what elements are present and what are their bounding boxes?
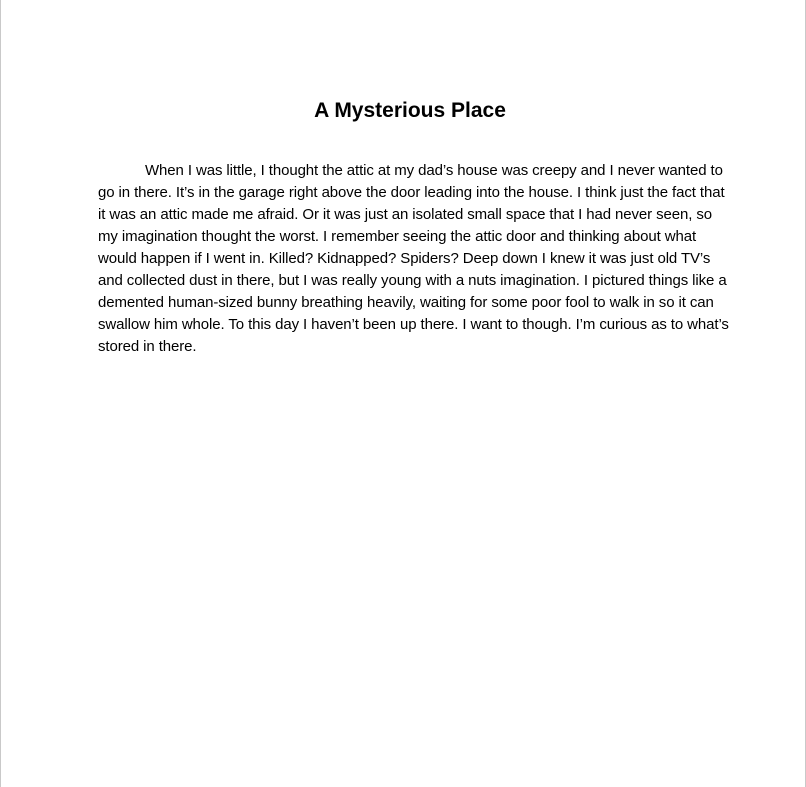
document-paragraph: When I was little, I thought the attic at my dad’s house was creepy and I never wanted to go in there. It’s in the garage right above the door leading into the house. I think just the fact that it was an attic made me afraid. Or it was just an isolated small space that I had never seen, so my imagination thought the worst. I remember seeing the attic door and thinking about what would happen if I went in. Killed? Kidnapped? Spiders? Deep down I knew it was just old TV’s and collected dust in there, but I was really young with a nuts imagination. I pictured things like a demented human-sized bunny breathing heavily, waiting for some poor fool to walk in so it can swallow him whole. To this day I haven’t been up there. I want to though. I’m curious as to what’s stored in there.	[98, 162, 729, 355]
document-title: A Mysterious Place	[314, 99, 506, 122]
